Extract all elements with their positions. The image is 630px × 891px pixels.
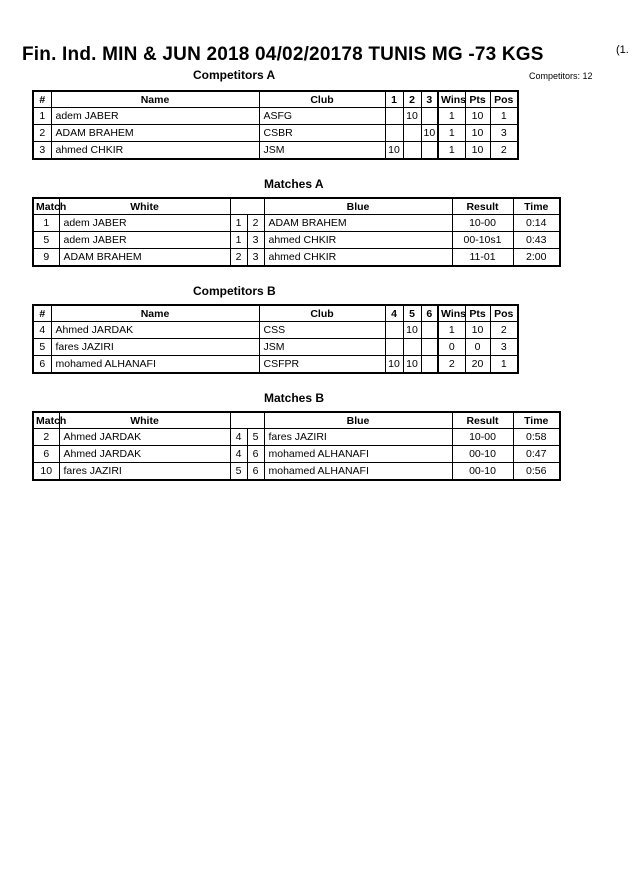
competitors-count: Competitors: 12 (529, 71, 593, 81)
page-title-extra: (1. (616, 44, 629, 56)
competitors-b-title: Competitors B (193, 284, 276, 298)
cell-match: 9 (33, 249, 59, 267)
table-row (33, 108, 518, 125)
column-header: 6 (421, 305, 438, 322)
cell-name: ADAM BRAHEM (51, 125, 259, 142)
cell-pts: 10 (465, 108, 490, 125)
cell-s3 (421, 142, 438, 160)
cell-s2 (403, 339, 421, 356)
cell-name: fares JAZIRI (51, 339, 259, 356)
cell-s3: 10 (421, 125, 438, 142)
cell-match: 6 (33, 446, 59, 463)
column-header: Result (452, 412, 513, 429)
column-header: Wins (438, 91, 465, 108)
cell-pts: 10 (465, 322, 490, 339)
cell-result: 00-10s1 (452, 232, 513, 249)
cell-club: CSFPR (259, 356, 385, 374)
column-header: Blue (264, 198, 452, 215)
column-header: Club (259, 305, 385, 322)
competitors-a-table (32, 90, 519, 160)
cell-wins: 1 (438, 125, 465, 142)
cell-match: 10 (33, 463, 59, 481)
cell-pts: 20 (465, 356, 490, 374)
cell-blue: ADAM BRAHEM (264, 215, 452, 232)
cell-s2: 10 (403, 322, 421, 339)
cell-pts: 0 (465, 339, 490, 356)
cell-club: CSBR (259, 125, 385, 142)
column-header: Pos (490, 91, 518, 108)
cell-result: 11-01 (452, 249, 513, 267)
table-row (33, 339, 518, 356)
cell-b: 6 (247, 463, 264, 481)
cell-white: fares JAZIRI (59, 463, 230, 481)
cell-club: ASFG (259, 108, 385, 125)
table-row (33, 463, 560, 481)
cell-match: 1 (33, 215, 59, 232)
table-row (33, 125, 518, 142)
cell-white: Ahmed JARDAK (59, 429, 230, 446)
cell-w: 4 (230, 429, 247, 446)
cell-s3 (421, 108, 438, 125)
cell-w: 2 (230, 249, 247, 267)
column-header: Name (51, 305, 259, 322)
column-header: Wins (438, 305, 465, 322)
cell-num: 4 (33, 322, 51, 339)
cell-wins: 1 (438, 322, 465, 339)
cell-blue: fares JAZIRI (264, 429, 452, 446)
cell-w: 1 (230, 215, 247, 232)
table-row (33, 232, 560, 249)
cell-time: 0:43 (513, 232, 560, 249)
cell-pos: 3 (490, 125, 518, 142)
cell-s2: 10 (403, 108, 421, 125)
cell-wins: 2 (438, 356, 465, 374)
column-header: Match (33, 412, 59, 429)
column-header: Name (51, 91, 259, 108)
column-header: Blue (264, 412, 452, 429)
cell-w: 4 (230, 446, 247, 463)
cell-blue: ahmed CHKIR (264, 232, 452, 249)
cell-name: ahmed CHKIR (51, 142, 259, 160)
cell-match: 2 (33, 429, 59, 446)
cell-num: 2 (33, 125, 51, 142)
cell-name: adem JABER (51, 108, 259, 125)
column-header: Match (33, 198, 59, 215)
cell-b: 3 (247, 232, 264, 249)
cell-result: 00-10 (452, 446, 513, 463)
cell-b: 5 (247, 429, 264, 446)
competitors-a-title: Competitors A (193, 68, 276, 82)
cell-pts: 10 (465, 125, 490, 142)
cell-pos: 2 (490, 322, 518, 339)
cell-num: 6 (33, 356, 51, 374)
cell-wins: 0 (438, 339, 465, 356)
page-title: Fin. Ind. MIN & JUN 2018 04/02/20178 TUNIS MG -73 KGS (22, 44, 544, 65)
cell-time: 0:47 (513, 446, 560, 463)
cell-time: 0:58 (513, 429, 560, 446)
cell-b: 2 (247, 215, 264, 232)
column-header: 2 (403, 91, 421, 108)
column-header: Time (513, 198, 560, 215)
cell-white: Ahmed JARDAK (59, 446, 230, 463)
table-row (33, 356, 518, 374)
table-row (33, 215, 560, 232)
column-header: White (59, 198, 230, 215)
cell-s1 (385, 339, 403, 356)
cell-result: 10-00 (452, 215, 513, 232)
cell-pos: 3 (490, 339, 518, 356)
cell-club: JSM (259, 142, 385, 160)
cell-pos: 1 (490, 108, 518, 125)
column-header: Pts (465, 305, 490, 322)
table-header-row (33, 412, 560, 429)
cell-pos: 2 (490, 142, 518, 160)
column-header: Pts (465, 91, 490, 108)
cell-num: 3 (33, 142, 51, 160)
cell-s3 (421, 356, 438, 374)
cell-s1: 10 (385, 142, 403, 160)
cell-num: 1 (33, 108, 51, 125)
column-header: # (33, 91, 51, 108)
cell-wins: 1 (438, 142, 465, 160)
column-header: White (59, 412, 230, 429)
cell-result: 10-00 (452, 429, 513, 446)
cell-pos: 1 (490, 356, 518, 374)
column-header: Time (513, 412, 560, 429)
cell-s2 (403, 142, 421, 160)
table-row (33, 322, 518, 339)
table-header-row (33, 305, 518, 322)
column-header-empty (230, 198, 264, 215)
cell-s1 (385, 108, 403, 125)
cell-s3 (421, 339, 438, 356)
table-row (33, 446, 560, 463)
cell-s1: 10 (385, 356, 403, 374)
matches-a-table (32, 197, 561, 267)
cell-match: 5 (33, 232, 59, 249)
cell-s1 (385, 322, 403, 339)
cell-num: 5 (33, 339, 51, 356)
column-header: 4 (385, 305, 403, 322)
column-header: 5 (403, 305, 421, 322)
column-header-empty (230, 412, 264, 429)
column-header: Result (452, 198, 513, 215)
cell-white: adem JABER (59, 215, 230, 232)
cell-name: mohamed ALHANAFI (51, 356, 259, 374)
cell-white: adem JABER (59, 232, 230, 249)
table-row (33, 142, 518, 160)
cell-blue: mohamed ALHANAFI (264, 463, 452, 481)
matches-b-title: Matches B (264, 391, 325, 405)
cell-name: Ahmed JARDAK (51, 322, 259, 339)
cell-club: JSM (259, 339, 385, 356)
cell-wins: 1 (438, 108, 465, 125)
cell-time: 0:14 (513, 215, 560, 232)
cell-time: 0:56 (513, 463, 560, 481)
cell-s3 (421, 322, 438, 339)
competitors-b-table (32, 304, 519, 374)
table-header-row (33, 91, 518, 108)
column-header: # (33, 305, 51, 322)
table-row (33, 429, 560, 446)
cell-white: ADAM BRAHEM (59, 249, 230, 267)
matches-a-title: Matches A (264, 177, 324, 191)
column-header: 1 (385, 91, 403, 108)
table-row (33, 249, 560, 267)
cell-b: 3 (247, 249, 264, 267)
cell-s1 (385, 125, 403, 142)
cell-s2 (403, 125, 421, 142)
cell-club: CSS (259, 322, 385, 339)
column-header: Pos (490, 305, 518, 322)
cell-w: 5 (230, 463, 247, 481)
cell-blue: mohamed ALHANAFI (264, 446, 452, 463)
cell-b: 6 (247, 446, 264, 463)
cell-s2: 10 (403, 356, 421, 374)
table-header-row (33, 198, 560, 215)
cell-w: 1 (230, 232, 247, 249)
cell-result: 00-10 (452, 463, 513, 481)
column-header: 3 (421, 91, 438, 108)
matches-b-table (32, 411, 561, 481)
cell-time: 2:00 (513, 249, 560, 267)
cell-blue: ahmed CHKIR (264, 249, 452, 267)
column-header: Club (259, 91, 385, 108)
cell-pts: 10 (465, 142, 490, 160)
